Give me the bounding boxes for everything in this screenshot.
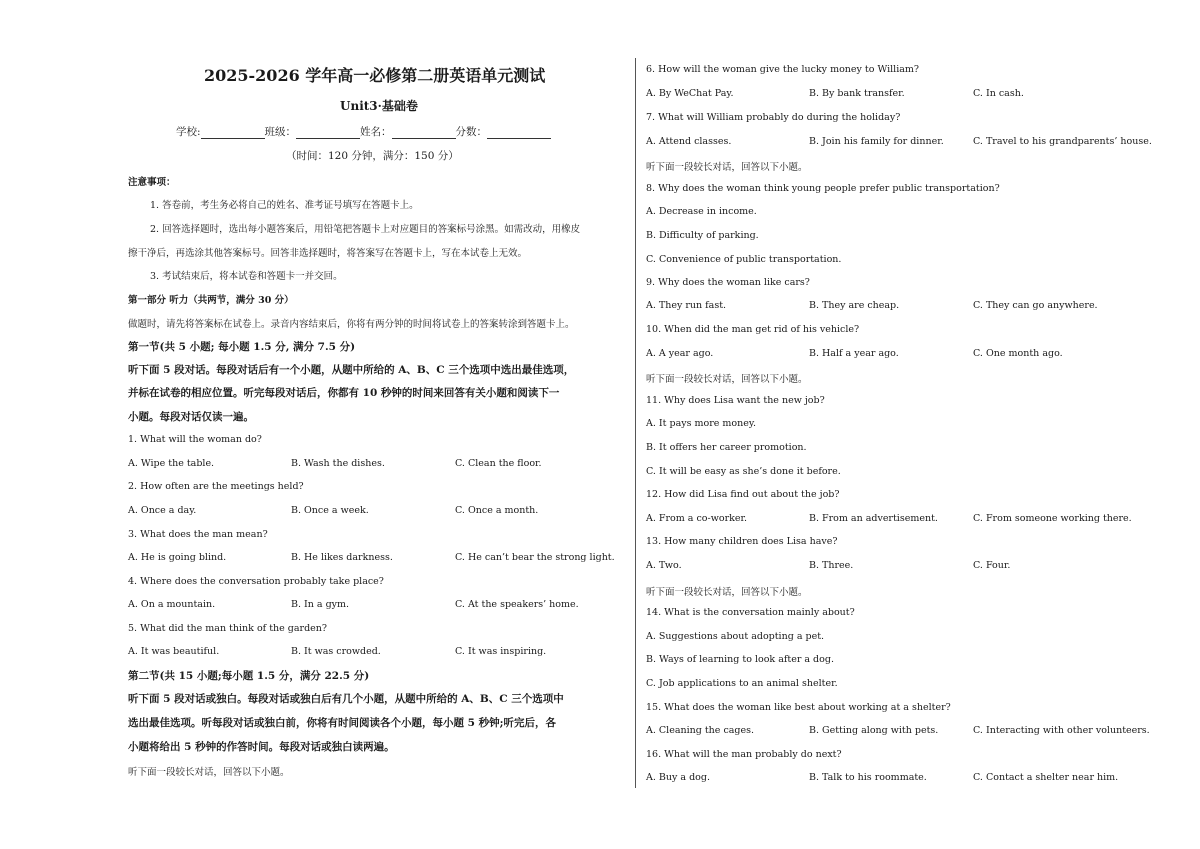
option-c[interactable]: C. Travel to his grandparents’ house. [973, 136, 1152, 147]
section2-instruction: 小题将给出 5 秒钟的作答时间。每段对话或独白读两遍。 [128, 741, 395, 753]
name-field[interactable] [392, 127, 456, 139]
section1-heading: 第一节(共 5 小题; 每小题 1.5 分, 满分 7.5 分) [128, 341, 356, 353]
option-b[interactable]: B. Half a year ago. [809, 348, 899, 359]
option-c[interactable]: C. Four. [973, 560, 1011, 571]
long-dialog-instruction: 听下面一段较长对话，回答以下小题。 [646, 587, 808, 598]
section1-instruction: 听下面 5 段对话。每段对话后有一个小题，从题中所给的 A、B、C 三个选项中选出最佳选项， [128, 364, 575, 376]
option-a[interactable]: A. Suggestions about adopting a pet. [646, 631, 825, 642]
option-b[interactable]: B. Ways of learning to look after a dog. [646, 654, 834, 665]
option-c[interactable]: C. He can’t bear the strong light. [455, 552, 615, 563]
option-a[interactable]: A. Cleaning the cages. [646, 725, 755, 736]
section1-instruction: 小题。每段对话仅读一遍。 [128, 411, 254, 423]
option-b[interactable]: B. Wash the dishes. [291, 458, 385, 469]
question: 13. How many children does Lisa have? [646, 536, 838, 547]
long-dialog-instruction: 听下面一段较长对话，回答以下小题。 [128, 767, 290, 778]
part1-heading: 第一部分 听力（共两节，满分 30 分） [128, 295, 294, 306]
question: 1. What will the woman do? [128, 434, 262, 445]
note-item: 2. 回答选择题时，选出每小题答案后，用铅笔把答题卡上对应题目的答案标号涂黑。如需改动，用橡皮 [150, 224, 581, 235]
long-dialog-instruction: 听下面一段较长对话，回答以下小题。 [646, 162, 808, 173]
option-b[interactable]: B. From an advertisement. [809, 513, 938, 524]
option-c[interactable]: C. They can go anywhere. [973, 300, 1098, 311]
note-item: 擦干净后，再选涂其他答案标号。回答非选择题时，将答案写在答题卡上，写在本试卷上无效。 [128, 248, 528, 259]
option-b[interactable]: B. It offers her career promotion. [646, 442, 807, 453]
option-c[interactable]: C. From someone working there. [973, 513, 1132, 524]
question: 14. What is the conversation mainly about? [646, 607, 855, 618]
option-b[interactable]: B. He likes darkness. [291, 552, 393, 563]
info-fields [176, 124, 551, 139]
question: 6. How will the woman give the lucky money to William? [646, 64, 919, 75]
option-c[interactable]: C. At the speakers’ home. [455, 599, 579, 610]
option-a[interactable]: A. It pays more money. [646, 418, 757, 429]
option-a[interactable]: A. On a mountain. [128, 599, 216, 610]
option-a[interactable]: A. They run fast. [646, 300, 727, 311]
option-a[interactable]: A. By WeChat Pay. [646, 88, 734, 99]
question: 12. How did Lisa find out about the job? [646, 489, 840, 500]
question: 7. What will William probably do during the holiday? [646, 112, 901, 123]
question: 5. What did the man think of the garden? [128, 623, 327, 634]
option-c[interactable]: C. It was inspiring. [455, 646, 547, 657]
option-a[interactable]: A. From a co-worker. [646, 513, 748, 524]
note-item: 1. 答卷前，考生务必将自己的姓名、准考证号填写在答题卡上。 [150, 200, 419, 211]
question: 16. What will the man probably do next? [646, 749, 842, 760]
option-c[interactable]: C. Interacting with other volunteers. [973, 725, 1150, 736]
class-label: 班级： [264, 126, 297, 138]
school-field[interactable] [201, 127, 265, 139]
long-dialog-instruction: 听下面一段较长对话，回答以下小题。 [646, 374, 808, 385]
option-b[interactable]: B. They are cheap. [809, 300, 900, 311]
section2-heading: 第二节(共 15 小题;每小题 1.5 分，满分 22.5 分) [128, 670, 370, 682]
option-b[interactable]: B. In a gym. [291, 599, 350, 610]
school-label: 学校: [176, 126, 201, 138]
section2-instruction: 选出最佳选项。听每段对话或独白前，你将有时间阅读各个小题，每小题 5 秒钟;听完后，各 [128, 717, 556, 729]
option-c[interactable]: C. It will be easy as she’s done it before. [646, 466, 841, 477]
question: 2. How often are the meetings held? [128, 481, 304, 492]
option-a[interactable]: A. Wipe the table. [128, 458, 215, 469]
option-c[interactable]: C. Convenience of public transportation. [646, 254, 842, 265]
question: 8. Why does the woman think young people prefer public transportation? [646, 183, 1000, 194]
question: 3. What does the man mean? [128, 529, 268, 540]
part1-instruction: 做题时，请先将答案标在试卷上。录音内容结束后，你将有两分钟的时间将试卷上的答案转涂到答题卡上。 [128, 319, 575, 330]
option-b[interactable]: B. Join his family for dinner. [809, 136, 944, 147]
option-c[interactable]: C. In cash. [973, 88, 1024, 99]
option-b[interactable]: B. It was crowded. [291, 646, 381, 657]
score-label: 分数： [455, 126, 488, 138]
option-c[interactable]: C. Once a month. [455, 505, 539, 516]
option-b[interactable]: B. Once a week. [291, 505, 369, 516]
question: 9. Why does the woman like cars? [646, 277, 810, 288]
exam-title: 2025-2026 学年高一必修第二册英语单元测试 [204, 66, 546, 85]
option-a[interactable]: A. Two. [646, 560, 682, 571]
option-a[interactable]: A. Decrease in income. [646, 206, 757, 217]
option-b[interactable]: B. Difficulty of parking. [646, 230, 759, 241]
column-divider [635, 58, 636, 788]
option-a[interactable]: A. Once a day. [128, 505, 197, 516]
section2-instruction: 听下面 5 段对话或独白。每段对话或独白后有几个小题，从题中所给的 A、B、C 三个选项中 [128, 693, 564, 705]
option-a[interactable]: A. A year ago. [646, 348, 714, 359]
name-label: 姓名： [360, 126, 392, 138]
option-b[interactable]: B. Talk to his roommate. [809, 772, 927, 783]
option-a[interactable]: A. Attend classes. [646, 136, 732, 147]
question: 10. When did the man get rid of his vehicle? [646, 324, 860, 335]
option-a[interactable]: A. Buy a dog. [646, 772, 710, 783]
note-item: 3. 考试结束后，将本试卷和答题卡一并交回。 [150, 271, 343, 282]
option-c[interactable]: C. Contact a shelter near him. [973, 772, 1119, 783]
option-a[interactable]: A. He is going blind. [128, 552, 227, 563]
question: 4. Where does the conversation probably take place? [128, 576, 384, 587]
section1-instruction: 并标在试卷的相应位置。听完每段对话后，你都有 10 秒钟的时间来回答有关小题和阅读下一 [128, 387, 560, 399]
option-b[interactable]: B. Three. [809, 560, 854, 571]
class-field[interactable] [296, 127, 360, 139]
time-info: （时间：120 分钟，满分：150 分） [286, 150, 459, 162]
score-field[interactable] [487, 127, 551, 139]
notes-heading: 注意事项： [128, 177, 176, 188]
question: 11. Why does Lisa want the new job? [646, 395, 825, 406]
option-c[interactable]: C. Job applications to an animal shelter. [646, 678, 838, 689]
option-b[interactable]: B. Getting along with pets. [809, 725, 939, 736]
option-c[interactable]: C. One month ago. [973, 348, 1063, 359]
question: 15. What does the woman like best about working at a shelter? [646, 702, 951, 713]
exam-subtitle: Unit3·基础卷 [340, 99, 418, 113]
option-a[interactable]: A. It was beautiful. [128, 646, 220, 657]
option-b[interactable]: B. By bank transfer. [809, 88, 905, 99]
option-c[interactable]: C. Clean the floor. [455, 458, 542, 469]
